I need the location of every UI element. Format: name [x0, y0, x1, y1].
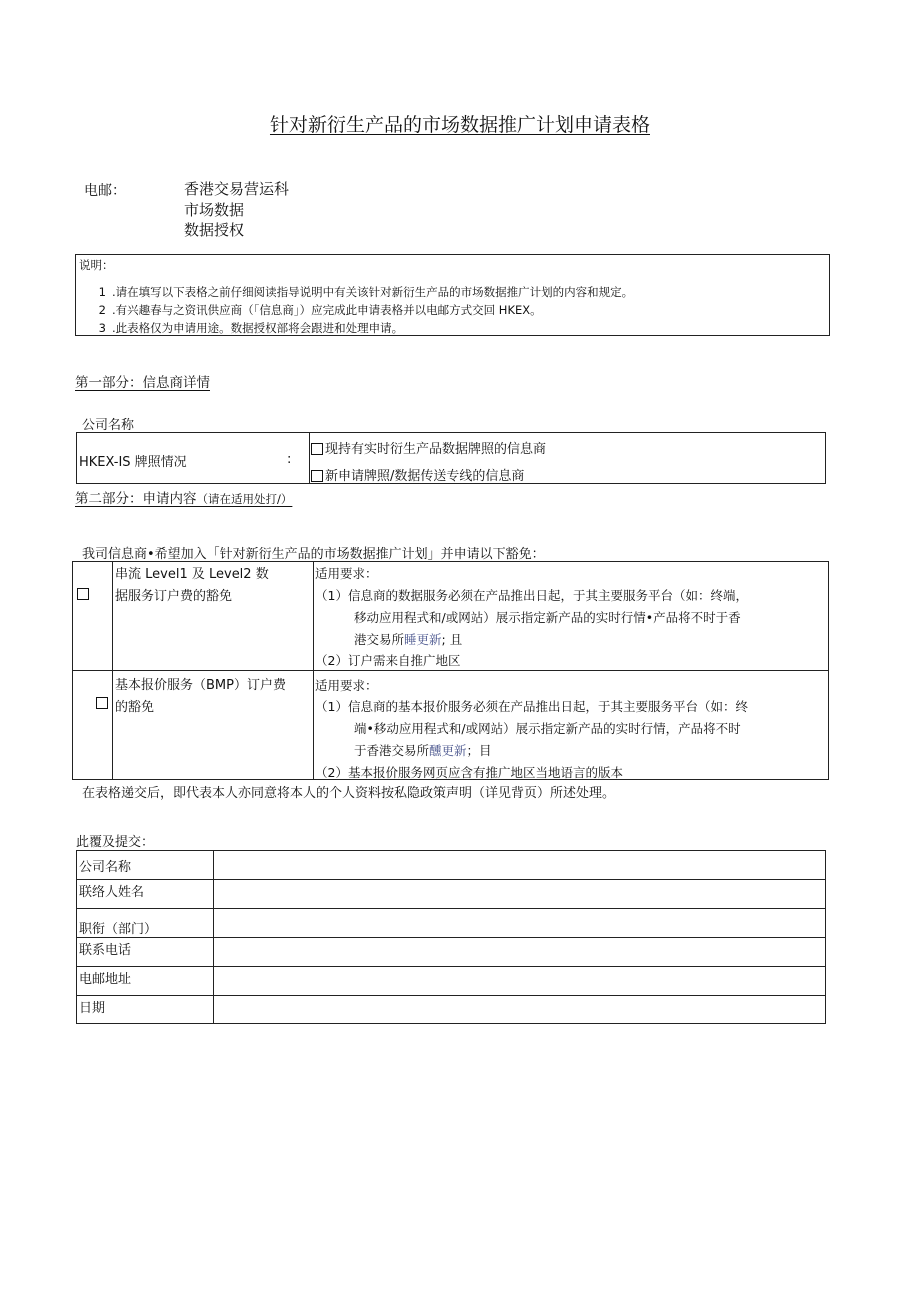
company-name-input[interactable] [215, 851, 825, 878]
req-text: （1）信息商的数据服务必须在产品推出日起，于其主要服务平台（如：终端， [315, 588, 748, 603]
field-label-email: 电邮地址 [79, 972, 132, 987]
recipient-label: 电邮： [84, 183, 126, 199]
phone-input[interactable] [215, 938, 825, 965]
job-title-input[interactable] [215, 909, 825, 936]
license-option-new[interactable]: 新申请牌照/数据传送专线的信息商 [311, 465, 524, 484]
waiver-bmp-checkbox[interactable] [96, 697, 108, 709]
contact-name-input[interactable] [215, 880, 825, 907]
checkbox[interactable] [311, 470, 323, 482]
part1-heading: 第一部分：信息商详情 [75, 375, 210, 391]
req-text: 移动应用程式和/或网站）展示指定新产品的实时行情•产品将不时于香 [354, 610, 741, 625]
note-item: 2 .有兴趣春与之资讯供应商（「信息商」）应完成此申请表格并以电邮方式交回 HKEX。 [98, 303, 542, 317]
part2-intro: 我司信息商•希望加入「针对新衍生产品的市场数据推广计划」并申请以下豁免： [82, 547, 545, 562]
table-divider [309, 432, 310, 484]
req-text: （2）订户需来自推广地区 [315, 653, 461, 668]
req-label: 适用要求： [315, 566, 378, 581]
license-label: HKEX-IS 牌照情况 [79, 455, 187, 470]
form-title: 针对新衍生产品的市场数据推广计划申请表格 [269, 114, 650, 136]
field-label-contact: 联络人姓名 [79, 885, 145, 900]
recipient-line-1: 香港交易营运科 [184, 180, 290, 198]
date-input[interactable] [215, 996, 825, 1023]
waiver-streaming-checkbox[interactable] [77, 588, 89, 600]
req-text: （2）基本报价服务网页应含有推广地区当地语言的版本 [315, 765, 623, 780]
field-label-title: 职衔（部门） [79, 922, 158, 937]
waiver-streaming-title-2: 据服务订户费的豁免 [115, 589, 233, 604]
field-label-phone: 联系电话 [79, 943, 132, 958]
notes-heading: 说明： [79, 258, 114, 272]
notes-box [75, 254, 830, 336]
company-name-label: 公司名称 [82, 418, 135, 433]
req-text: 港交易所睡更新; 且 [354, 632, 463, 647]
req-text: （1）信息商的基本报价服务必须在产品推出日起，于其主要服务平台（如：终 [315, 699, 748, 714]
consent-statement: 在表格递交后，即代表本人亦同意将本人的个人资料按私隐政策声明（详见背页）所述处理。 [82, 786, 616, 801]
license-option-existing[interactable]: 现持有实时衍生产品数据牌照的信息商 [311, 438, 546, 457]
recipient-line-2: 市场数据 [184, 201, 245, 219]
note-item: 1 .请在填写以下表格之前仔细阅读指导说明中有关该针对新衍生产品的市场数据推广计划的内容和规定。 [98, 285, 634, 299]
part2-heading: 第二部分：申请内容（请在适用处打/） [75, 491, 293, 507]
email-input[interactable] [215, 967, 825, 994]
field-label-date: 日期 [79, 1001, 106, 1016]
waiver-streaming-title-1: 串流 Level1 及 Level2 数 [115, 567, 269, 582]
waiver-bmp-title-1: 基本报价服务（BMP）订户费 [115, 678, 286, 693]
waiver-bmp-title-2: 的豁免 [115, 700, 155, 715]
recipient-line-3: 数据授权 [184, 221, 245, 239]
req-text: 于香港交易所醺更新；目 [354, 743, 492, 758]
note-item: 3 .此表格仅为申请用途。数据授权部将会跟进和处理申请。 [98, 321, 404, 335]
field-label-company: 公司名称 [79, 860, 132, 875]
req-text: 端•移动应用程式和/或网站）展示指定新产品的实时行情，产品将不时 [354, 721, 741, 736]
submit-heading: 此覆及提交： [76, 835, 155, 850]
checkbox[interactable] [311, 443, 323, 455]
license-colon: : [287, 452, 292, 467]
req-label: 适用要求： [315, 678, 378, 693]
